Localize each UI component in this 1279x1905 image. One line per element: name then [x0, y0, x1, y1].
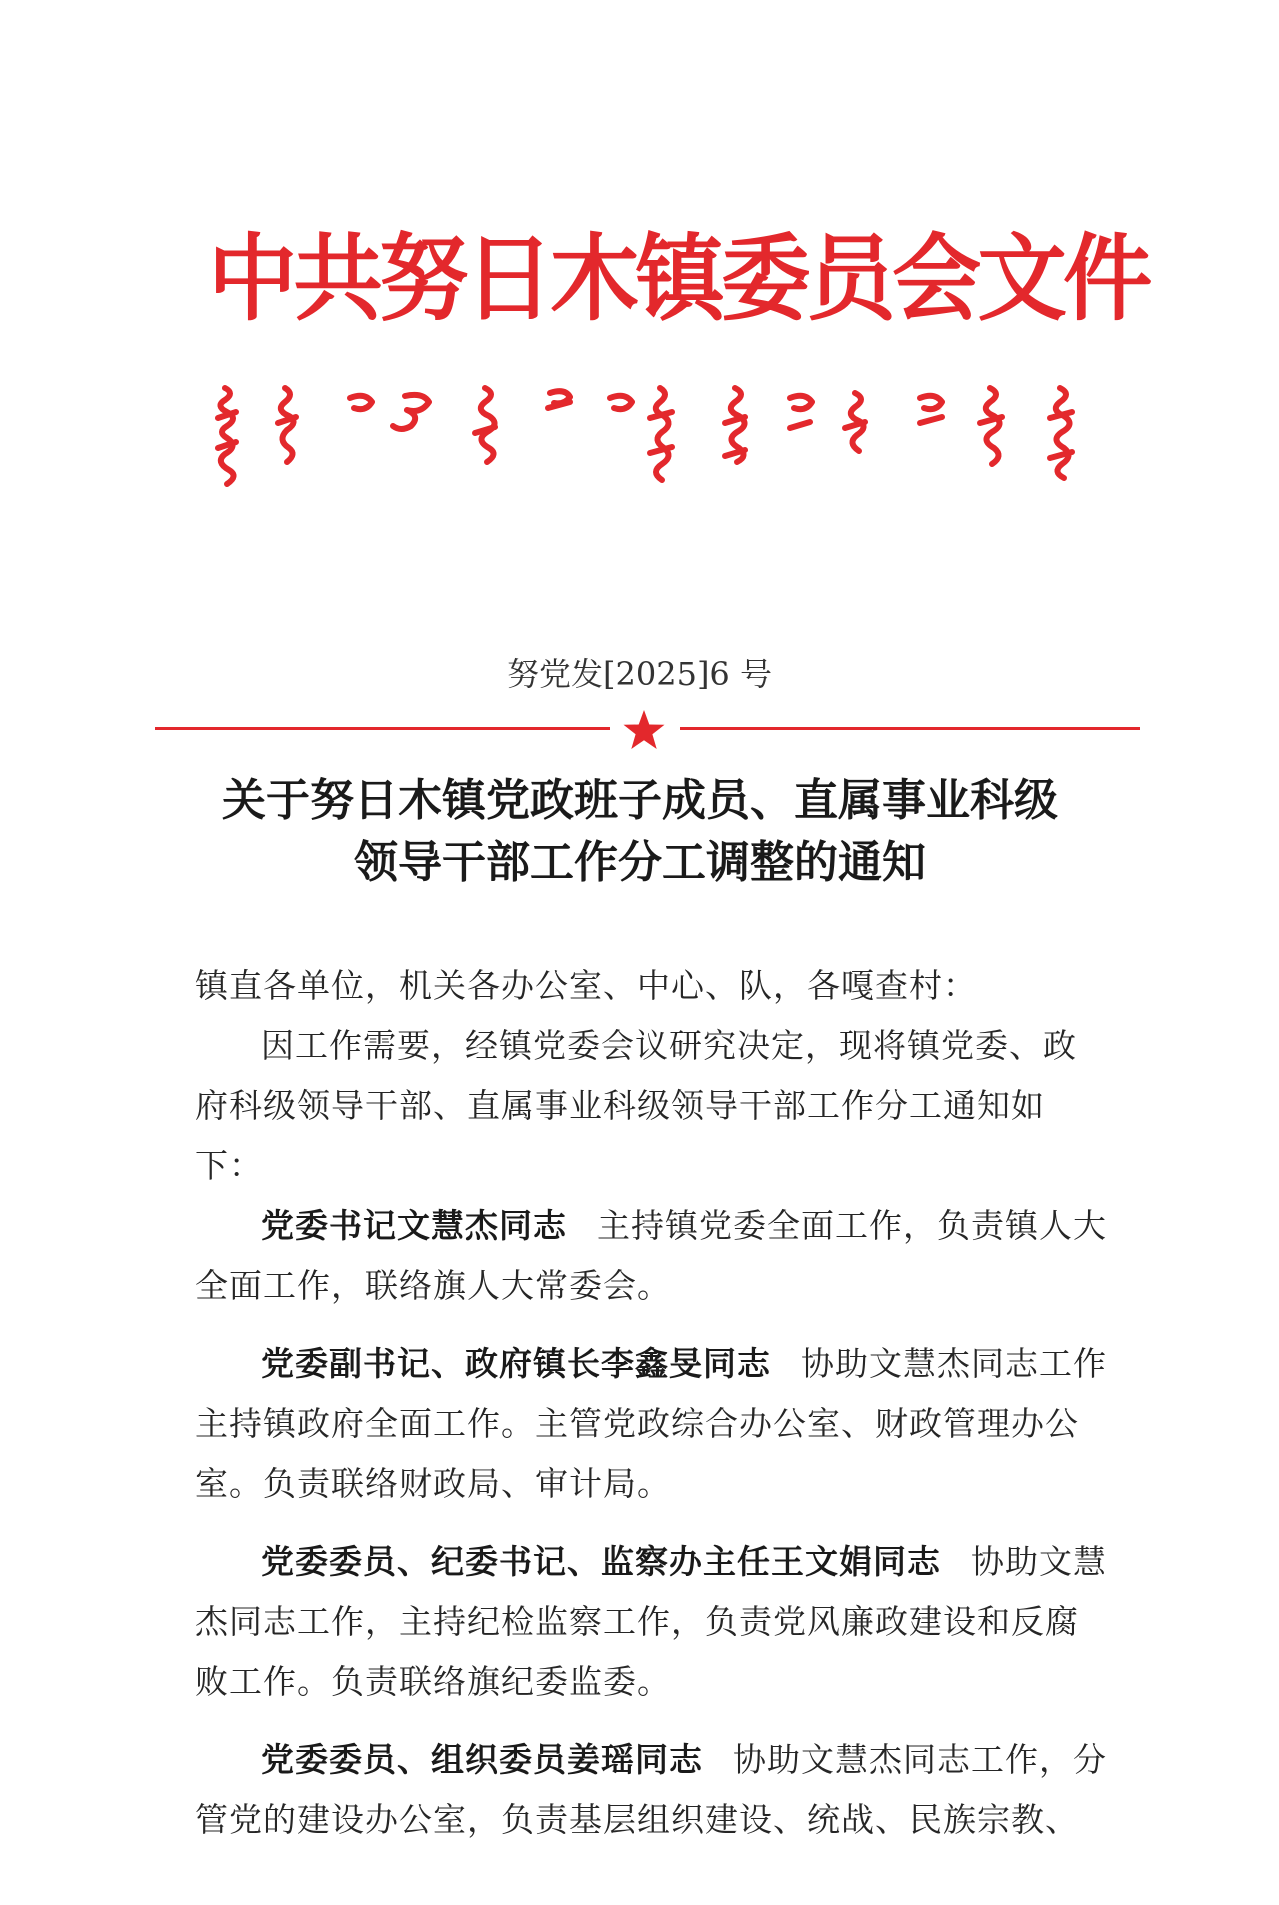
notice-title	[150, 770, 1130, 894]
assignment-duties: 协助文慧杰同志工作主持镇政府全面工作。主管党政综合办公室、财政管理办公室。负责联络财政局、审计局。	[195, 1344, 1107, 1503]
assignment-paragraph	[195, 1532, 1110, 1712]
document-number: 努党发[2025]6 号	[507, 655, 772, 693]
intro-paragraph: 因工作需要，经镇党委会议研究决定，现将镇党委、政府科级领导干部、直属事业科级领导干部工作分工通知如下：	[195, 1026, 1077, 1185]
notice-body	[195, 956, 1110, 1850]
notice-title-line-2: 领导干部工作分工调整的通知	[354, 837, 926, 888]
assignment-duties: 主持镇党委全面工作，负责镇人大全面工作，联络旗人大常委会。	[195, 1206, 1107, 1305]
assignment-person: 党委委员、纪委书记、监察办主任王文娟同志	[261, 1542, 941, 1581]
red-divider-left	[155, 727, 610, 730]
assignment-duties: 协助文慧杰同志工作，分管党的建设办公室，负责基层组织建设、统战、民族宗教、	[195, 1740, 1107, 1839]
assignment-person: 党委副书记、政府镇长李鑫旻同志	[261, 1344, 771, 1383]
assignment-person: 党委委员、组织委员姜瑶同志	[261, 1740, 703, 1779]
notice-title-line-1: 关于努日木镇党政班子成员、直属事业科级	[222, 775, 1058, 826]
assignment-duties: 协助文慧杰同志工作，主持纪检监察工作，负责党风廉政建设和反腐败工作。负责联络旗纪委监委。	[195, 1542, 1107, 1701]
assignment-person: 党委书记文慧杰同志	[261, 1206, 567, 1245]
assignment-paragraph	[195, 1730, 1110, 1850]
red-star-icon	[622, 708, 666, 752]
salutation: 镇直各单位，机关各办公室、中心、队，各嘎查村：	[195, 966, 977, 1005]
mongolian-script-masthead	[200, 378, 1110, 518]
red-divider-right	[680, 727, 1140, 730]
masthead-title: 中共努日木镇委员会文件	[208, 225, 1149, 334]
assignment-paragraph	[195, 1334, 1110, 1514]
assignment-paragraph	[195, 1196, 1110, 1316]
